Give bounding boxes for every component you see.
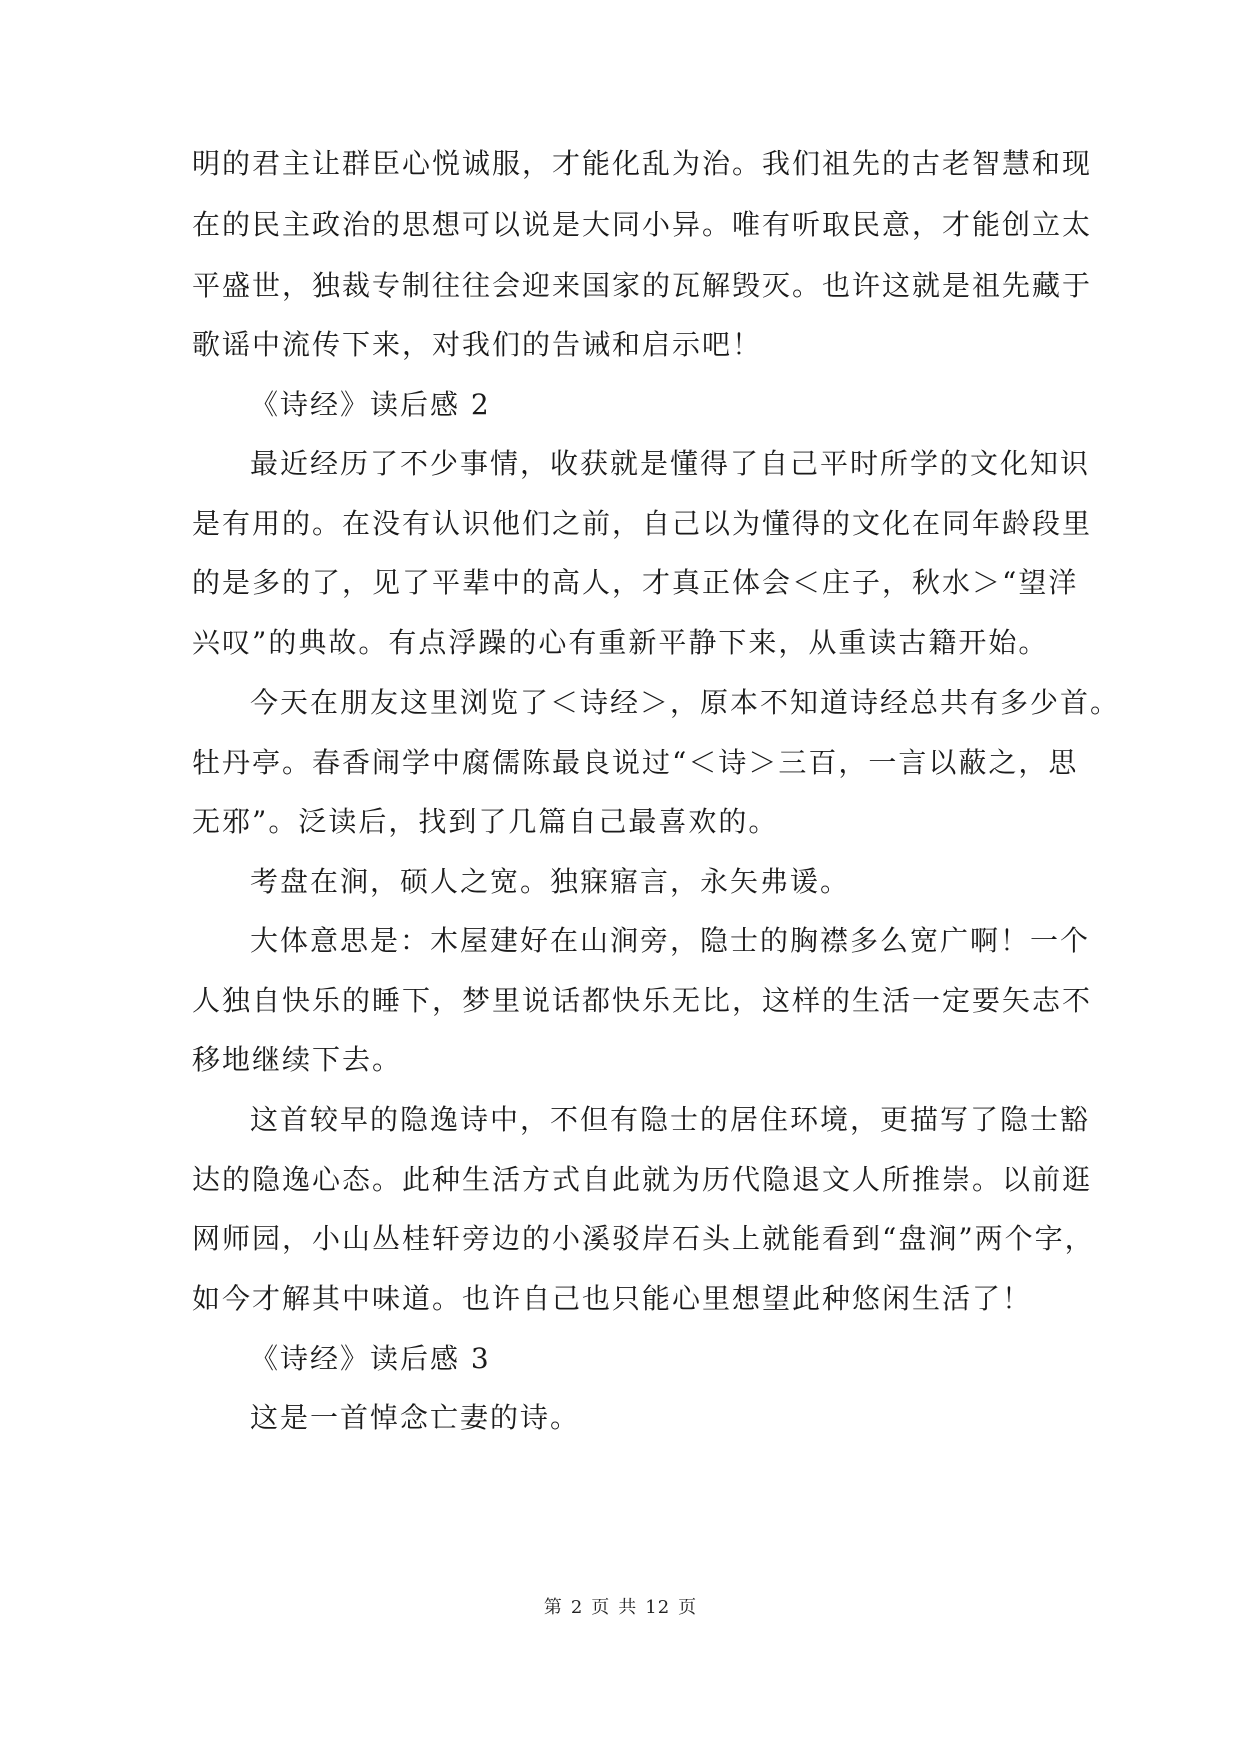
section-heading: 《诗经》读后感 2 [250, 388, 491, 421]
text-line: 牡丹亭。春香闹学中腐儒陈最良说过“＜诗＞三百，一言以蔽之，思 [192, 746, 1079, 779]
text-line: 达的隐逸心态。此种生活方式自此就为历代隐退文人所推崇。以前逛 [192, 1163, 1093, 1196]
text-line: 的是多的了，见了平辈中的高人，才真正体会＜庄子，秋水＞“望洋 [192, 566, 1079, 599]
text-line: 明的君主让群臣心悦诚服，才能化乱为治。我们祖先的古老智慧和现 [192, 147, 1093, 180]
text-line: 人独自快乐的睡下，梦里说话都快乐无比，这样的生活一定要矢志不 [192, 984, 1093, 1017]
text-line: 无邪”。泛读后，找到了几篇自己最喜欢的。 [192, 805, 779, 838]
footer-total-word: 共 [618, 1597, 638, 1618]
footer-prefix: 第 [543, 1597, 563, 1618]
text-line: 这是一首悼念亡妻的诗。 [250, 1401, 581, 1434]
text-line: 平盛世，独裁专制往往会迎来国家的瓦解毁灭。也许这就是祖先藏于 [192, 269, 1093, 302]
text-line: 网师园，小山丛桂轩旁边的小溪驳岸石头上就能看到“盘涧”两个字， [192, 1222, 1095, 1255]
text-line: 大体意思是：木屋建好在山涧旁，隐士的胸襟多么宽广啊！一个 [250, 924, 1091, 957]
text-line: 最近经历了不少事情，收获就是懂得了自己平时所学的文化知识 [250, 447, 1091, 480]
text-line: 歌谣中流传下来，对我们的告诫和启示吧！ [192, 328, 763, 361]
text-line: 是有用的。在没有认识他们之前，自己以为懂得的文化在同年龄段里 [192, 507, 1093, 540]
text-line: 兴叹”的典故。有点浮躁的心有重新平静下来，从重读古籍开始。 [192, 626, 1049, 659]
text-line: 这首较早的隐逸诗中，不但有隐士的居住环境，更描写了隐士豁 [250, 1103, 1091, 1136]
text-line: 在的民主政治的思想可以说是大同小异。唯有听取民意，才能创立太 [192, 208, 1093, 241]
section-heading: 《诗经》读后感 3 [250, 1342, 491, 1375]
page-footer [0, 1596, 1241, 1620]
text-line: 今天在朋友这里浏览了＜诗经＞，原本不知道诗经总共有多少首。 [250, 686, 1121, 719]
footer-page-word: 页 [591, 1597, 611, 1618]
poem-line: 考盘在涧，硕人之宽。独寐寤言，永矢弗谖。 [250, 865, 851, 898]
text-line: 移地继续下去。 [192, 1043, 403, 1076]
footer-suffix: 页 [678, 1597, 698, 1618]
total-page-number: 12 [645, 1597, 671, 1618]
current-page-number: 2 [570, 1597, 584, 1618]
text-line: 如今才解其中味道。也许自己也只能心里想望此种悠闲生活了！ [192, 1282, 1033, 1315]
